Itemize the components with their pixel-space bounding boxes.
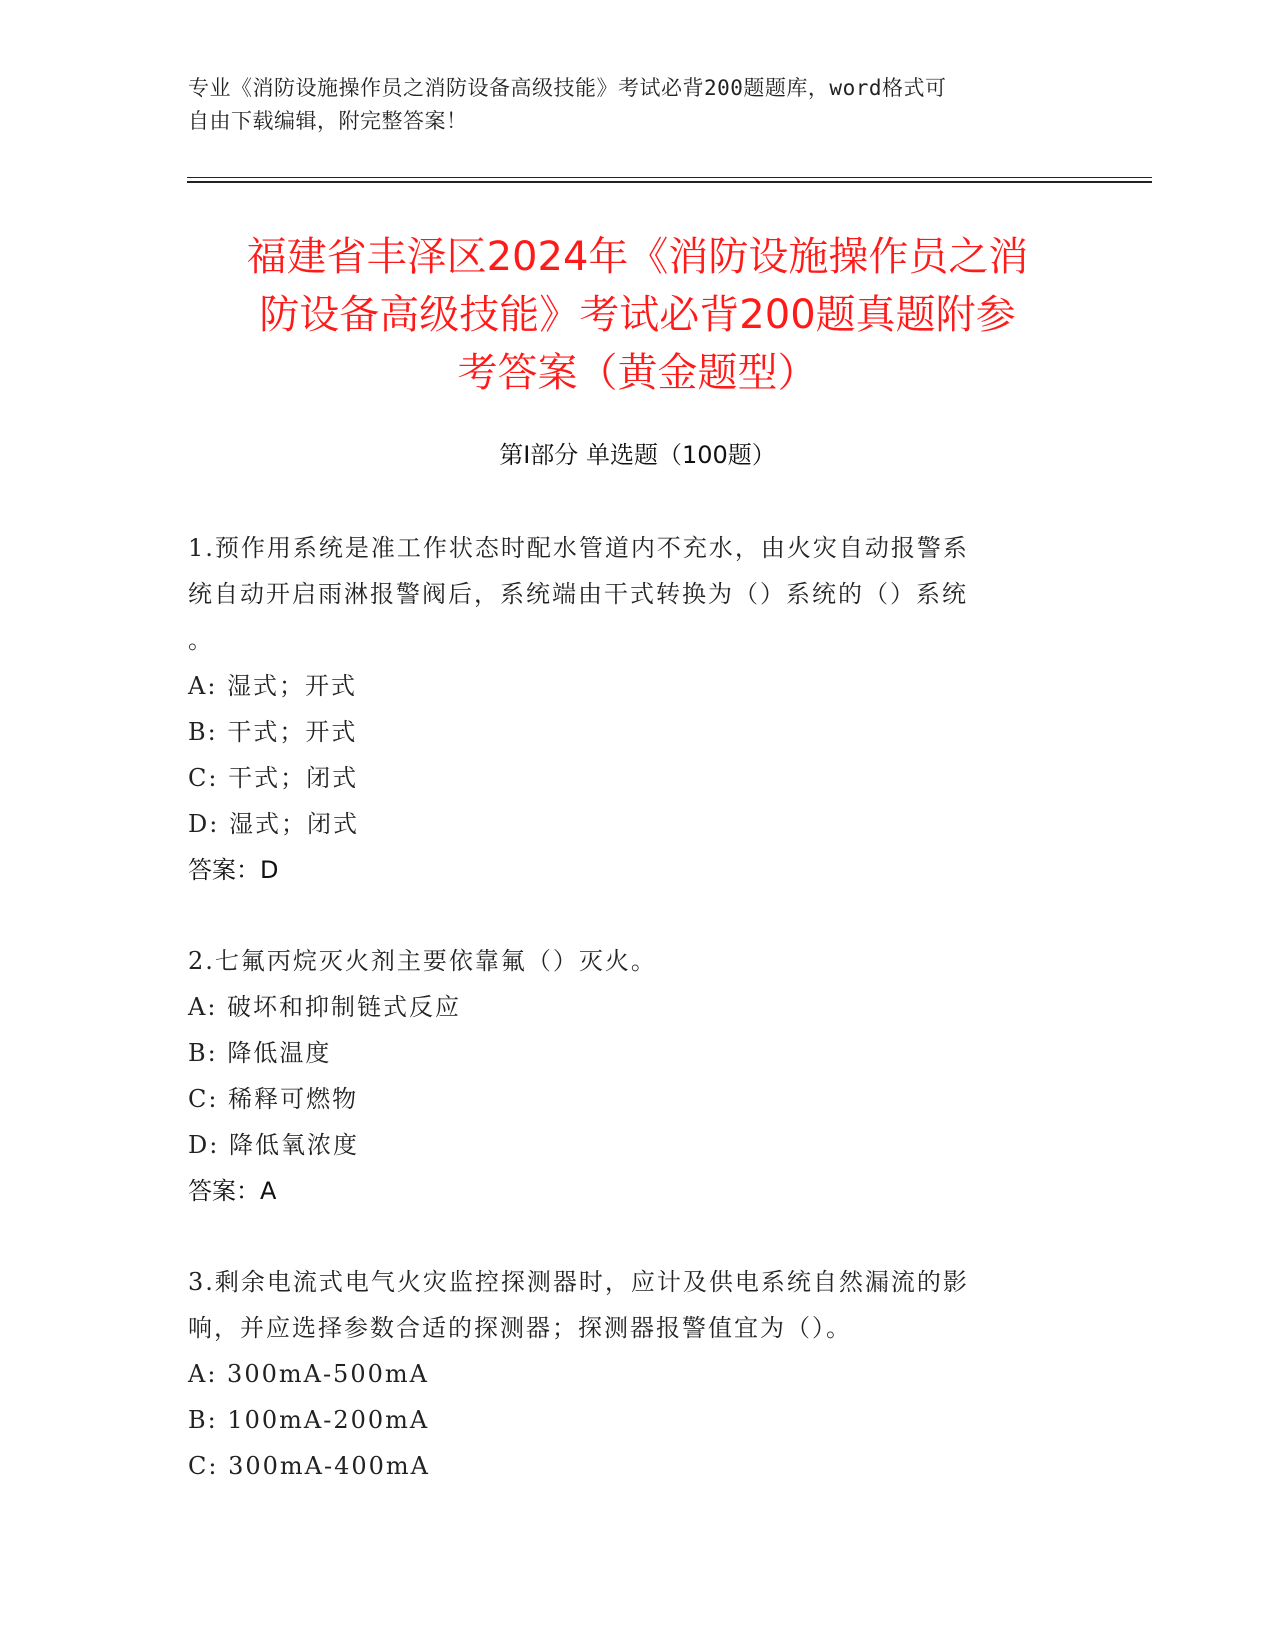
option-a: A: 破坏和抑制链式反应: [188, 993, 462, 1021]
option-d: D: 降低氧浓度: [188, 1131, 359, 1159]
stem-line: 。: [188, 626, 214, 654]
section-title: 第I部分 单选题（100题）: [499, 441, 776, 469]
option-c: C: 干式；闭式: [188, 764, 359, 792]
stem-line: 1.预作用系统是准工作状态时配水管道内不充水，由火灾自动报警系: [188, 534, 969, 562]
option-c: C: 300mA-400mA: [188, 1452, 430, 1480]
title-line: 防设备高级技能》考试必背200题真题附参: [259, 292, 1016, 338]
option-b: B: 100mA-200mA: [188, 1406, 430, 1434]
option-d: D: 湿式；闭式: [188, 810, 359, 838]
option-b: B: 干式；开式: [188, 718, 358, 746]
header-divider-thick: [187, 181, 1152, 183]
stem-line: 响，并应选择参数合适的探测器；探测器报警值宜为（）。: [188, 1314, 852, 1342]
option-a: A: 湿式；开式: [188, 672, 358, 700]
header-note: [188, 72, 1088, 138]
question-3: [188, 1259, 1088, 1489]
title-line: 福建省丰泽区2024年《消防设施操作员之消: [246, 234, 1029, 280]
question-stem: [188, 1259, 1088, 1351]
header-note-line: 自由下载编辑，附完整答案！: [188, 109, 468, 133]
stem-line: 统自动开启雨淋报警阀后，系统端由干式转换为（）系统的（）系统: [188, 580, 968, 608]
header-note-line: 专业《消防设施操作员之消防设备高级技能》考试必背200题题库，word格式可: [188, 76, 947, 100]
option-b: B: 降低温度: [188, 1039, 332, 1067]
header-divider-thin: [187, 177, 1152, 178]
answer: 答案：A: [188, 1177, 277, 1205]
stem-line: 2.七氟丙烷灭火剂主要依靠氟（）灭火。: [188, 947, 657, 975]
question-stem: [188, 938, 1088, 984]
option-c: C: 稀释可燃物: [188, 1085, 359, 1113]
title-line: 考答案（黄金题型）: [457, 350, 818, 396]
question-list: [188, 525, 1088, 1534]
question-2: [188, 938, 1088, 1214]
question-stem: [188, 525, 1088, 663]
question-1: [188, 525, 1088, 893]
document-title: [160, 228, 1115, 402]
stem-line: 3.剩余电流式电气火灾监控探测器时，应计及供电系统自然漏流的影: [188, 1268, 969, 1296]
answer: 答案：D: [188, 856, 279, 884]
option-a: A: 300mA-500mA: [188, 1360, 429, 1388]
